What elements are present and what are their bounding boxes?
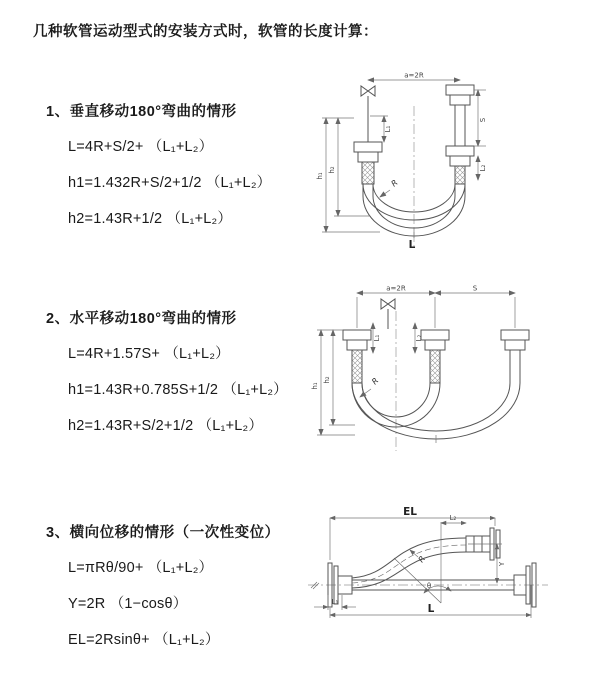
hose-drawing bbox=[354, 85, 474, 248]
hose-arc-pos2-inner bbox=[362, 383, 510, 431]
formula-h2: h2=1.43R+S/2+1/2 （L₁+L₂） bbox=[68, 418, 264, 434]
dim-h2: h₂ bbox=[328, 166, 336, 174]
diagram-vertical-180-bend bbox=[310, 70, 600, 255]
formula-L: L=πRθ/90+ （L₁+L₂） bbox=[68, 560, 214, 576]
valve-icon bbox=[381, 299, 395, 309]
braided-hose-section bbox=[352, 350, 362, 383]
formula-h1: h1=1.43R+0.785S+1/2 （L₁+L₂） bbox=[68, 382, 288, 398]
dim-S: S bbox=[479, 117, 487, 123]
radius-label: R bbox=[389, 178, 400, 189]
dim-Y: Y bbox=[498, 561, 506, 567]
dimensions bbox=[314, 506, 531, 618]
formula-h2: h2=1.43R+1/2 （L₁+L₂） bbox=[68, 211, 233, 227]
left-flange bbox=[354, 142, 382, 152]
dim-L1: L₁ bbox=[373, 334, 381, 342]
dim-L1: L₁ bbox=[384, 125, 392, 133]
left-flange bbox=[343, 330, 371, 340]
formula-h1: h1=1.432R+S/2+1/2 （L₁+L₂） bbox=[68, 175, 272, 191]
dim-L1: L₁ bbox=[331, 598, 339, 606]
dim-h1: h₁ bbox=[311, 382, 319, 390]
formula-Y: Y=2R （1−cosθ） bbox=[68, 596, 188, 612]
dim-L: L bbox=[427, 603, 435, 615]
braided-hose-section bbox=[455, 166, 465, 184]
dim-S: S bbox=[472, 284, 478, 293]
dim-L2: L₂ bbox=[415, 334, 423, 342]
formula-L: L=4R+1.57S+ （L₁+L₂） bbox=[68, 346, 230, 362]
dim-a-2R: a=2R bbox=[386, 284, 406, 293]
diagram-horizontal-180-bend bbox=[305, 283, 600, 468]
radius-label: R bbox=[416, 554, 428, 565]
dim-a-2R: a=2R bbox=[404, 71, 424, 80]
formula-EL: EL=2Rsinθ+ （L₁+L₂） bbox=[68, 632, 220, 648]
hose-drawing bbox=[308, 522, 548, 607]
angle-theta-label: θ bbox=[426, 582, 432, 590]
dim-h1: h₁ bbox=[316, 172, 324, 180]
right-flange-lower bbox=[446, 146, 474, 156]
section-3-heading: 3、横向位移的情形（一次性变位） bbox=[46, 525, 280, 541]
diagram-lateral-displacement bbox=[298, 500, 600, 640]
right-flange-upper bbox=[446, 85, 474, 95]
length-label: L bbox=[408, 239, 416, 251]
dimensions bbox=[316, 72, 487, 252]
braided-hose-section bbox=[362, 162, 374, 184]
hose-drawing bbox=[343, 299, 529, 451]
section-2-heading: 2、水平移动180°弯曲的情形 bbox=[46, 311, 237, 327]
dim-L2: L₂ bbox=[479, 164, 487, 172]
middle-flange bbox=[421, 330, 449, 340]
right-flange-moved bbox=[501, 330, 529, 340]
section-horizontal-movement bbox=[46, 307, 346, 450]
radius-label: R bbox=[370, 376, 381, 387]
valve-icon bbox=[361, 86, 375, 96]
dim-h2: h₂ bbox=[323, 376, 331, 384]
section-1-heading: 1、垂直移动180°弯曲的情形 bbox=[46, 104, 237, 120]
centerline-break-mark bbox=[311, 582, 319, 589]
formula-L: L=4R+S/2+ （L₁+L₂） bbox=[68, 139, 214, 155]
dim-EL: EL bbox=[403, 506, 417, 518]
dim-L2: L₂ bbox=[449, 514, 457, 522]
braided-hose-section bbox=[430, 350, 440, 383]
page-title: 几种软管运动型式的安装方式时，软管的长度计算： bbox=[33, 24, 378, 40]
section-vertical-movement bbox=[46, 100, 346, 243]
